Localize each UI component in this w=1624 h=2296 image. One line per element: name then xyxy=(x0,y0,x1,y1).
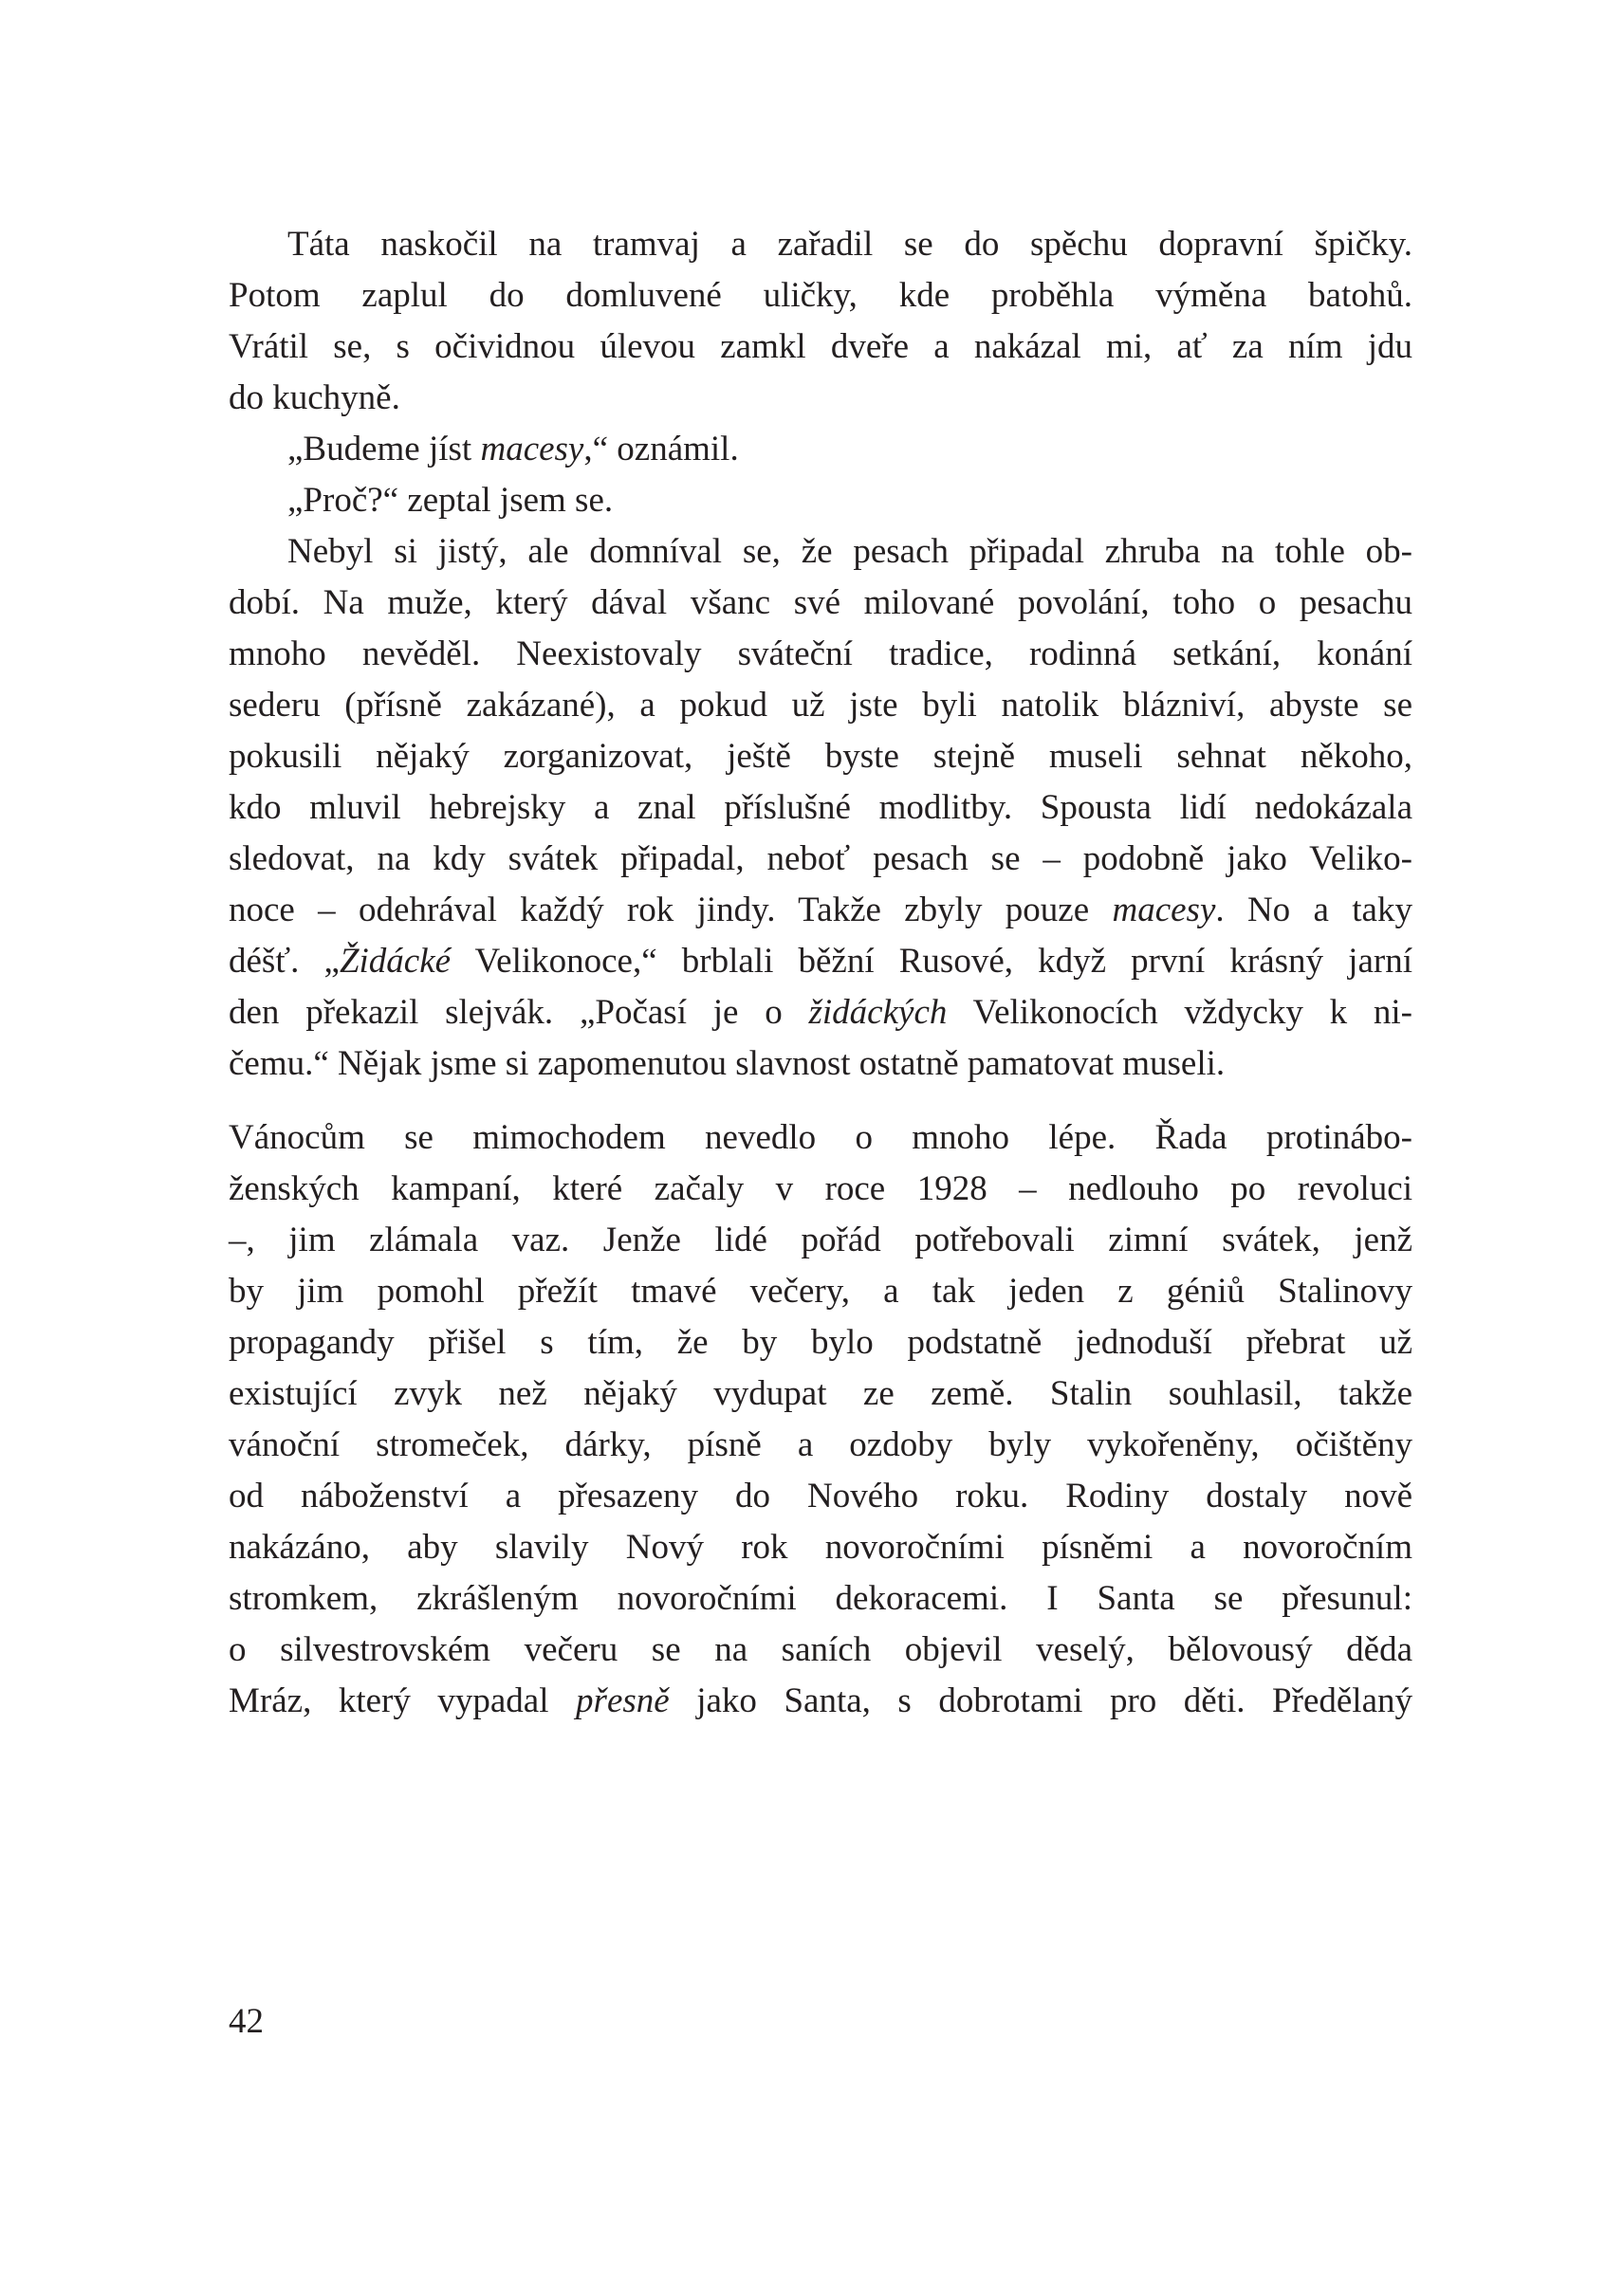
italic-text: macesy xyxy=(480,430,584,468)
text-line xyxy=(229,373,1412,424)
text-line xyxy=(229,680,1412,731)
text-segment: noce – odehrával každý rok jindy. Takže zbyly pouze xyxy=(229,891,1113,929)
text-line xyxy=(229,1676,1412,1727)
italic-text: přesně xyxy=(576,1681,670,1720)
text-line xyxy=(229,321,1412,373)
text-line xyxy=(229,1038,1412,1090)
text-segment: déšť. „ xyxy=(229,942,340,981)
paragraph xyxy=(229,1112,1412,1727)
text-line xyxy=(229,1266,1412,1317)
text-segment: Potom zaplul do domluvené uličky, kde proběhla výměna batohů. xyxy=(229,276,1412,315)
text-segment: Velikonocích vždycky k ni- xyxy=(947,993,1412,1032)
text-line xyxy=(229,782,1412,834)
text-line xyxy=(229,834,1412,885)
text-line xyxy=(229,270,1412,321)
text-line xyxy=(229,629,1412,680)
italic-text: Židácké xyxy=(339,942,452,981)
text-segment: ,“ oznámil. xyxy=(583,430,739,468)
body-text xyxy=(229,219,1412,1727)
text-segment: Vánocům se mimochodem nevedlo o mnoho lépe. Řada protinábo- xyxy=(229,1118,1412,1157)
text-line xyxy=(229,1522,1412,1573)
text-line xyxy=(229,1317,1412,1368)
text-segment: čemu.“ Nějak jsme si zapomenutou slavnost ostatně pamatovat museli. xyxy=(229,1044,1226,1083)
paragraph xyxy=(229,475,1412,526)
text-segment: Velikonoce,“ brblali běžní Rusové, když první krásný jarní xyxy=(451,942,1412,981)
italic-text: židáckých xyxy=(808,993,948,1032)
text-segment: –, jim zlámala vaz. Jenže lidé pořád potřebovali zimní svátek, jenž xyxy=(229,1221,1412,1259)
text-line xyxy=(229,1112,1412,1164)
text-segment: Nebyl si jistý, ale domníval se, že pesach připadal zhruba na tohle ob- xyxy=(287,532,1412,571)
text-segment: o silvestrovském večeru se na saních objevil veselý, bělovousý děda xyxy=(229,1630,1412,1669)
text-segment: stromkem, zkrášleným novoročními dekoracemi. I Santa se přesunul: xyxy=(229,1579,1412,1618)
paragraph xyxy=(229,219,1412,424)
text-segment: existující zvyk než nějaký vydupat ze země. Stalin souhlasil, takže xyxy=(229,1374,1412,1413)
page-number: 42 xyxy=(229,2002,264,2041)
text-segment: Vrátil se, s očividnou úlevou zamkl dveře a nakázal mi, ať za ním jdu xyxy=(229,327,1412,366)
text-segment: ženských kampaní, které začaly v roce 1928 – nedlouho po revoluci xyxy=(229,1169,1412,1208)
text-segment: kdo mluvil hebrejsky a znal příslušné modlitby. Spousta lidí nedokázala xyxy=(229,788,1412,827)
text-segment: sederu (přísně zakázané), a pokud už jste byli natolik blázniví, abyste se xyxy=(229,686,1412,725)
text-line xyxy=(229,731,1412,782)
text-segment: . No a taky xyxy=(1215,891,1412,929)
text-line xyxy=(229,1471,1412,1522)
text-line xyxy=(229,987,1412,1038)
text-segment: den překazil slejvák. „Počasí je o xyxy=(229,993,809,1032)
text-line xyxy=(229,1215,1412,1266)
text-line xyxy=(229,1164,1412,1215)
text-segment: sledovat, na kdy svátek připadal, neboť pesach se – podobně jako Veliko- xyxy=(229,839,1412,878)
text-line xyxy=(229,1573,1412,1625)
text-segment: dobí. Na muže, který dával všanc své milované povolání, toho o pesachu xyxy=(229,583,1412,622)
text-segment: „Proč?“ zeptal jsem se. xyxy=(287,481,614,520)
text-line xyxy=(229,475,1412,526)
text-segment: „Budeme jíst xyxy=(287,430,481,468)
text-line xyxy=(229,526,1412,578)
text-segment: od náboženství a přesazeny do Nového roku. Rodiny dostaly nově xyxy=(229,1477,1412,1515)
text-segment: by jim pomohl přežít tmavé večery, a tak jeden z géniů Stalinovy xyxy=(229,1272,1412,1311)
text-line xyxy=(229,885,1412,936)
text-line xyxy=(229,936,1412,987)
text-line xyxy=(229,219,1412,270)
text-segment: jako Santa, s dobrotami pro děti. Předělaný xyxy=(669,1681,1413,1720)
text-segment: Mráz, který vypadal xyxy=(229,1681,577,1720)
paragraph xyxy=(229,424,1412,475)
text-segment: pokusili nějaký zorganizovat, ještě byste stejně museli sehnat někoho, xyxy=(229,737,1412,776)
text-line xyxy=(229,1368,1412,1420)
paragraph xyxy=(229,526,1412,1090)
text-line xyxy=(229,424,1412,475)
text-line xyxy=(229,1625,1412,1676)
text-segment: propagandy přišel s tím, že by bylo podstatně jednoduší přebrat už xyxy=(229,1323,1412,1362)
text-segment: do kuchyně. xyxy=(229,378,400,417)
text-line xyxy=(229,1420,1412,1471)
text-line xyxy=(229,578,1412,629)
text-segment: vánoční stromeček, dárky, písně a ozdoby byly vykořeněny, očištěny xyxy=(229,1425,1412,1464)
italic-text: macesy xyxy=(1112,891,1216,929)
text-segment: mnoho nevěděl. Neexistovaly sváteční tradice, rodinná setkání, konání xyxy=(229,634,1412,673)
text-segment: nakázáno, aby slavily Nový rok novoročními písněmi a novoročním xyxy=(229,1528,1412,1567)
text-segment: Táta naskočil na tramvaj a zařadil se do spěchu dopravní špičky. xyxy=(287,225,1412,264)
